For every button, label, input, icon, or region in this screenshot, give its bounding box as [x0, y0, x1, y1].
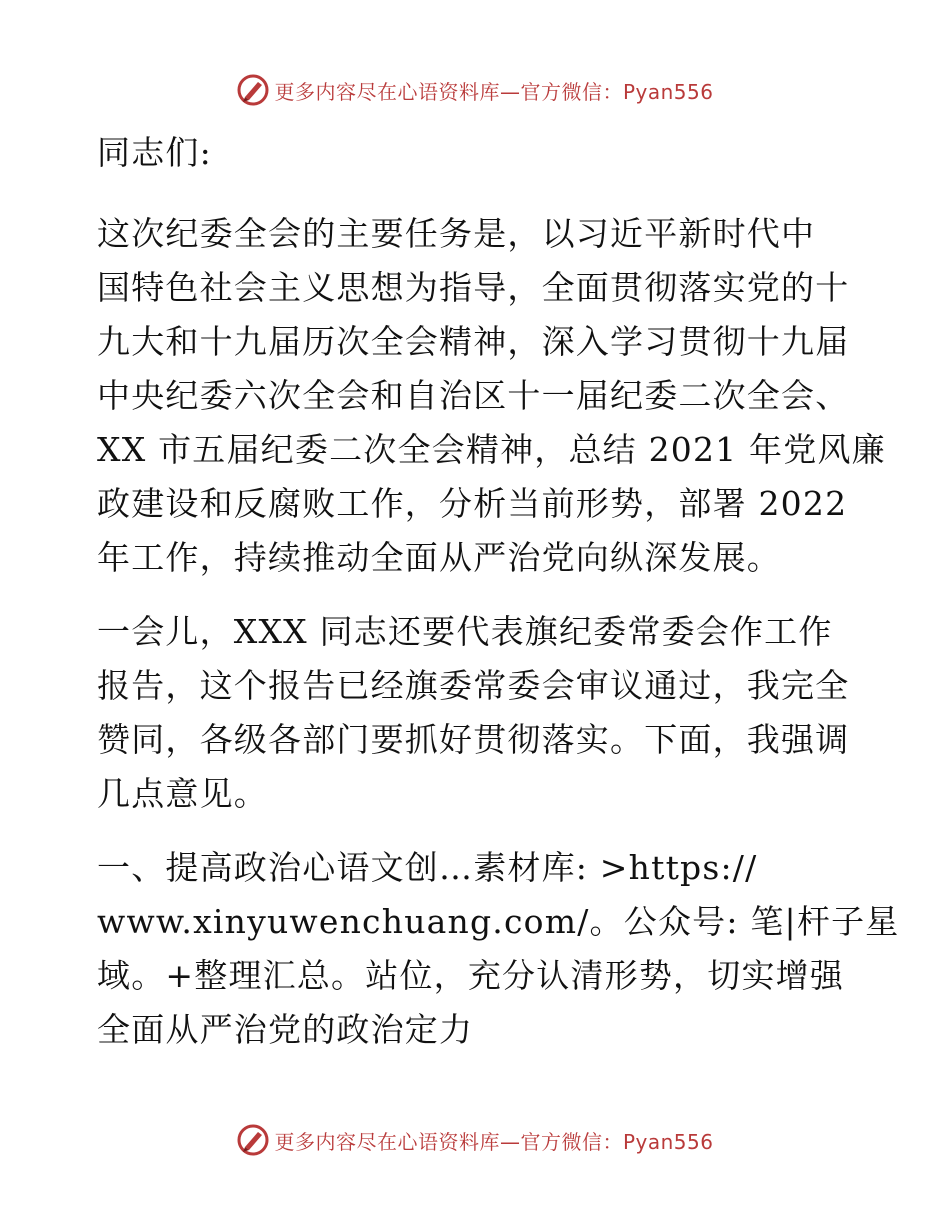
salutation: 同志们: [97, 133, 212, 172]
text-line: www.xinyuwenchuang.com/。公众号: 笔|杆子星 [97, 902, 900, 941]
text-line: 报告，这个报告已经旗委常委会审议通过，我完全 [97, 666, 850, 705]
document-body [97, 126, 900, 1057]
text-line: 政建设和反腐败工作，分析当前形势，部署 2022 [97, 484, 848, 523]
pen-logo-icon [236, 73, 270, 107]
text-line: 年工作，持续推动全面从严治党向纵深发展。 [97, 538, 781, 577]
footer-watermark-text: 更多内容尽在心语资料库—官方微信：Pyan556 [274, 1129, 714, 1154]
pen-logo-icon [236, 1123, 270, 1157]
text-line: 赞同，各级各部门要抓好贯彻落实。下面，我强调 [97, 720, 850, 759]
paragraph-3 [97, 841, 900, 1057]
text-line: 中央纪委六次全会和自治区十一届纪委二次全会、 [97, 376, 850, 415]
header-watermark-text: 更多内容尽在心语资料库—官方微信：Pyan556 [274, 79, 714, 104]
paragraph-1 [97, 207, 886, 585]
text-line: 一、提高政治心语文创…素材库: >https:// [97, 848, 758, 887]
paragraph-2 [97, 605, 857, 821]
footer-watermark [0, 1120, 950, 1160]
text-line: 这次纪委全会的主要任务是，以习近平新时代中 [97, 214, 816, 253]
text-line: XX 市五届纪委二次全会精神，总结 2021 年党风廉 [97, 430, 886, 469]
text-line: 全面从严治党的政治定力 [97, 1010, 474, 1049]
text-line: 国特色社会主义思想为指导，全面贯彻落实党的十 [97, 268, 850, 307]
text-line: 域。+整理汇总。站位，充分认清形势，切实增强 [97, 956, 845, 995]
text-line: 几点意见。 [97, 774, 268, 813]
header-watermark [0, 70, 950, 110]
text-line: 一会儿，XXX 同志还要代表旗纪委常委会作工作 [97, 612, 833, 651]
text-line: 九大和十九届历次全会精神，深入学习贯彻十九届 [97, 322, 850, 361]
